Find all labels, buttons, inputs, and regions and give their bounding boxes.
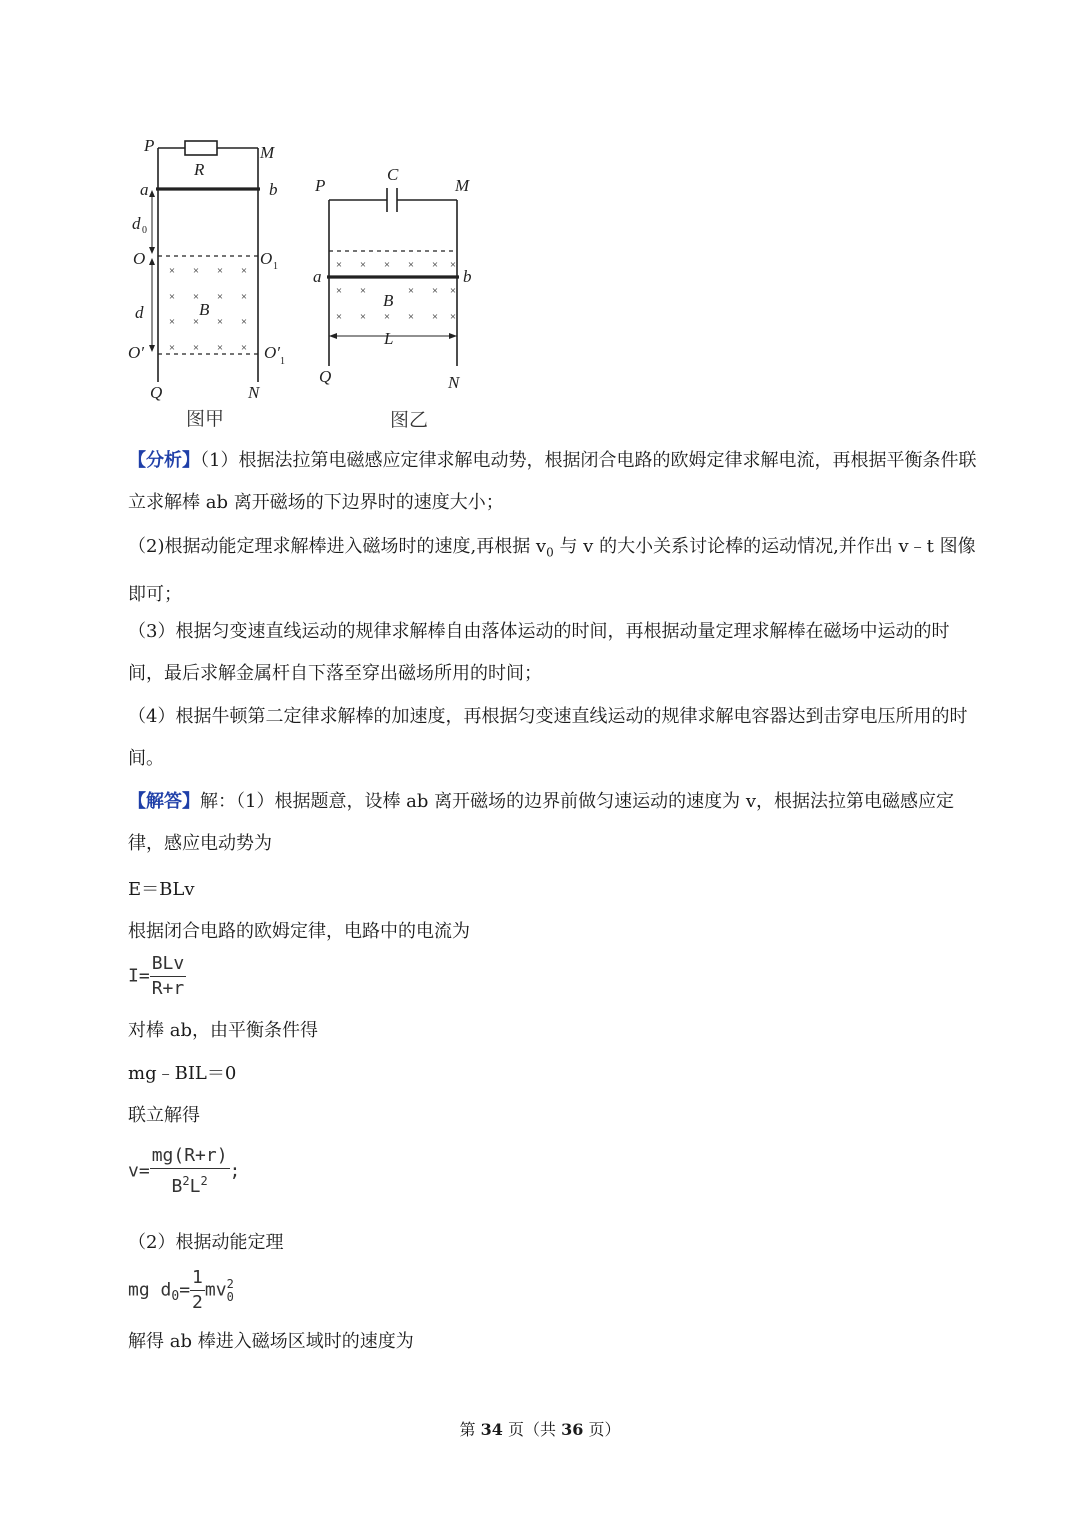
label-P2: P [315,176,326,195]
svg-text:×: × [359,285,367,297]
page-footer: 第 34 页（共 36 页） [459,1420,621,1439]
label-d: d [135,303,144,322]
analysis-p3: （3）根据匀变速直线运动的规律求解棒自由落体运动的时间，再根据动量定理求解棒在磁场中运动的时间，最后求解金属杆自下落至穿出磁场所用的时间； [128,621,950,684]
svg-text:×: × [192,316,200,328]
svg-text:×: × [168,342,176,354]
svg-text:×: × [449,259,457,271]
equation-emf: E＝BLv [128,879,195,900]
svg-text:×: × [359,259,367,271]
label-Q2: Q [319,367,332,386]
label-O1-prime: O′ [264,343,280,362]
formula-velocity: v= $\frac{mg(R+r)}{B^2L^2}$ ; [128,1145,241,1197]
formula-current: I= $\frac{\text{BLv}}{R+r}$ [128,953,185,999]
formula-kinetic: mg $d_0=$ $\frac{1}{2}$ mv 2 0 [128,1267,234,1313]
svg-text:×: × [407,311,415,323]
svg-text:×: × [431,259,439,271]
label-b2: b [463,267,472,286]
svg-text:×: × [407,259,415,271]
svg-text:×: × [383,311,391,323]
svg-text:×: × [240,316,248,328]
svg-text:×: × [335,259,343,271]
total-pages: 36 [561,1420,584,1439]
svg-text:×: × [359,311,367,323]
label-R: R [194,160,205,179]
svg-text:×: × [335,285,343,297]
svg-text:×: × [168,265,176,277]
solution-p1: 【解答】解：（1）根据题意，设棒 ab 离开磁场的边界前做匀速运动的速度为 v，根据法拉第电磁感应定律，感应电动势为 [128,791,955,854]
label-Q: Q [150,383,163,402]
label-O1: O [260,249,273,268]
solution-tag: 【解答】 [128,791,200,812]
svg-text:×: × [216,265,224,277]
label-M2: M [455,176,470,195]
label-B: B [199,300,210,319]
label-a: a [140,180,149,199]
label-C: C [387,165,399,184]
svg-text:×: × [407,285,415,297]
analysis-p1: 【分析】（1）根据法拉第电磁感应定律求解电动势，根据闭合电路的欧姆定律求解电流，再根据平衡条件联立求解棒 ab 离开磁场的下边界时的速度大小； [128,450,977,513]
label-N: N [248,383,260,402]
svg-text:×: × [168,316,176,328]
label-a2: a [313,267,322,286]
analysis-p2: （2)根据动能定理求解棒进入磁场时的速度,再根据 $v_0$ 与 v 的大小关系讨论棒的运动情况,并作出 v﹣t 图像即可； [128,536,976,605]
svg-text:×: × [192,265,200,277]
svg-text:×: × [216,342,224,354]
svg-text:×: × [240,291,248,303]
svg-text:×: × [431,285,439,297]
label-L: L [384,329,394,348]
svg-text:×: × [192,342,200,354]
figure-b [305,160,485,432]
label-d0-sub: 0 [142,225,147,236]
figure-b-caption: 图乙 [389,409,429,431]
text-entry-velocity: 解得 ab 棒进入磁场区域时的速度为 [128,1331,414,1352]
svg-text:×: × [335,311,343,323]
text-combine: 联立解得 [128,1105,200,1126]
svg-text:×: × [216,316,224,328]
svg-text:×: × [192,291,200,303]
label-N2: N [448,373,460,392]
analysis-tag: 【分析】 [128,450,200,471]
label-b: b [269,180,278,199]
svg-text:×: × [168,291,176,303]
label-O: O [133,249,146,268]
label-O1-prime-sub: 1 [280,356,285,367]
label-O1-sub: 1 [273,261,278,272]
svg-text:×: × [240,265,248,277]
text-balance: 对棒 ab，由平衡条件得 [128,1020,318,1041]
text-kinetic: （2）根据动能定理 [128,1232,284,1253]
equation-balance: mg﹣BIL＝0 [128,1063,237,1084]
figure-a [120,130,300,430]
svg-text:×: × [240,342,248,354]
text-current: 根据闭合电路的欧姆定律，电路中的电流为 [128,921,470,942]
svg-text:×: × [449,311,457,323]
label-O-prime: O′ [128,343,144,362]
figure-a-caption: 图甲 [185,408,225,430]
label-B2: B [383,291,394,310]
analysis-p4: （4）根据牛顿第二定律求解棒的加速度，再根据匀变速直线运动的规律求解电容器达到击穿电压所用的时间。 [128,706,968,769]
page-number: 34 [480,1420,503,1439]
svg-text:×: × [383,259,391,271]
svg-text:×: × [449,285,457,297]
svg-text:×: × [431,311,439,323]
label-d0: d [132,214,141,233]
svg-text:×: × [216,291,224,303]
label-P: P [144,136,155,155]
label-M: M [260,143,275,162]
